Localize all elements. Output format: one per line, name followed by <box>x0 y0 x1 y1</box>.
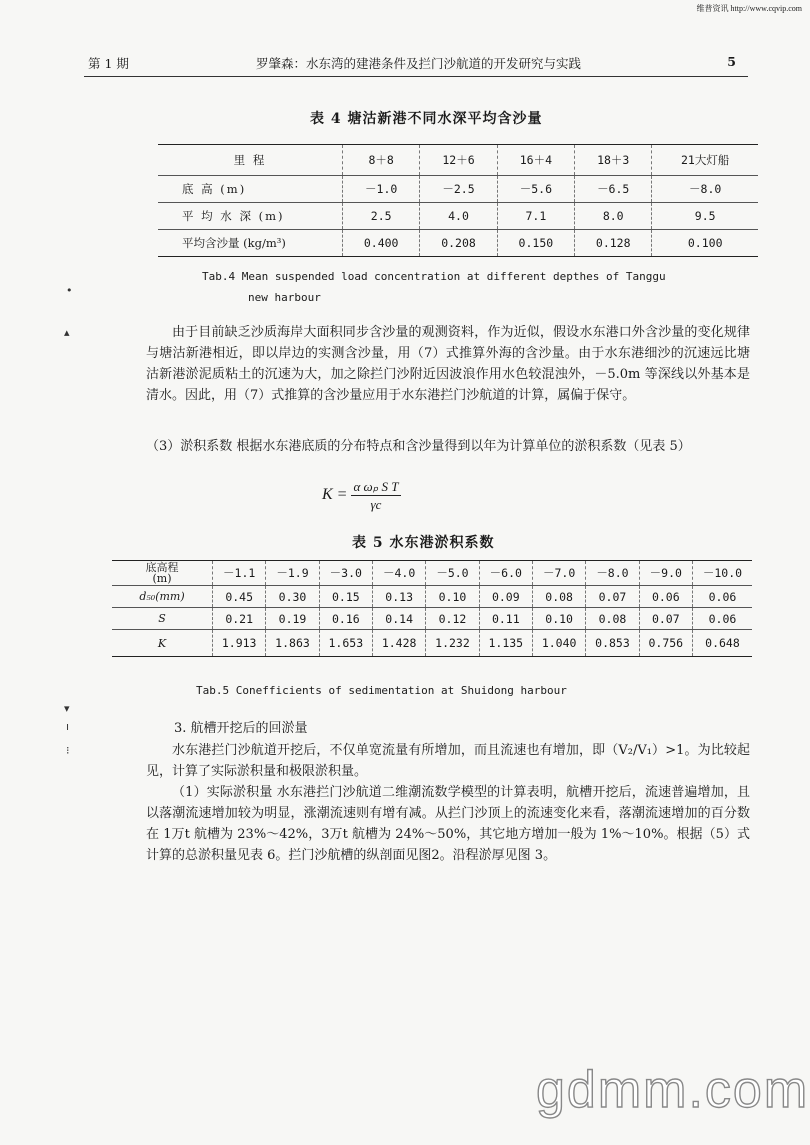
table-cell: 0.13 <box>372 586 425 608</box>
table-cell: 0.11 <box>479 608 532 630</box>
formula-numerator: α ωₚ S T <box>353 479 399 494</box>
table5-caption: 表 5 水东港淤积系数 <box>352 535 495 551</box>
table-row <box>112 608 752 630</box>
table-cell: 2.5 <box>343 203 420 230</box>
table-cell: 0.756 <box>639 630 692 657</box>
table-cell: 0.45 <box>213 586 266 608</box>
table-row <box>158 145 758 176</box>
table5-col-header: －8.0 <box>586 561 639 586</box>
formula-fraction <box>351 478 400 513</box>
table5-en-caption: Tab.5 Conefficients of sedimentation at Shuidong harbour <box>196 684 567 697</box>
table-cell: 0.100 <box>652 230 758 257</box>
table-cell: 0.12 <box>426 608 479 630</box>
table-cell: 0.07 <box>639 608 692 630</box>
table-cell: 1.913 <box>213 630 266 657</box>
paragraph: （1）实际淤积量 水东港拦门沙航道二维潮流数学模型的计算表明，航槽开挖后，流速普遍增加，且以落潮流速增加较为明显，涨潮流速则有增有减。从拦门沙顶上的流速变化来看，落潮流速增加的百分数在 1万t 航槽为 23%～42%，3万t 航槽为 24%～50%，其它地方增加一般为 1%～10%。根据（5）式计算的总淤积量见表 6。拦门沙航槽的纵剖面见图2。沿程淤厚见图 3。 <box>146 785 750 863</box>
formula-lhs: K = <box>322 486 348 504</box>
table5-col-header: －5.0 <box>426 561 479 586</box>
table-cell: 0.08 <box>532 586 585 608</box>
table-row <box>112 630 752 657</box>
scan-mark: ⁝ <box>66 744 70 757</box>
table5-col-header: －7.0 <box>532 561 585 586</box>
table-cell: 0.19 <box>266 608 319 630</box>
table5-header-label <box>112 561 213 586</box>
table-cell: 4.0 <box>420 203 497 230</box>
table-cell: 0.150 <box>497 230 574 257</box>
table-row <box>158 230 758 257</box>
table5-col-header: －4.0 <box>372 561 425 586</box>
paragraph: 水东港拦门沙航道开挖后，不仅单宽流量有所增加，而且流速也有增加，即（V₂/V₁）>1。为比较起见，计算了实际淤积量和极限淤积量。 <box>146 743 750 779</box>
row-label: K <box>112 630 213 657</box>
row-label: S <box>112 608 213 630</box>
table-cell: 0.15 <box>319 586 372 608</box>
table5-col-header: －9.0 <box>639 561 692 586</box>
header-label-line: 底高程 <box>145 561 179 574</box>
table-cell: 1.863 <box>266 630 319 657</box>
table-cell: 0.10 <box>426 586 479 608</box>
table-cell: 0.06 <box>692 608 752 630</box>
paragraph: （3）淤积系数 根据水东港底质的分布特点和含沙量得到以年为计算单位的淤积系数（见表 5） <box>146 439 691 454</box>
row-label: 底 高 (m) <box>158 176 343 203</box>
scan-mark: • <box>66 284 73 297</box>
table4 <box>158 144 758 257</box>
table-row <box>112 561 752 586</box>
table5-col-header: －1.1 <box>213 561 266 586</box>
table5-col-header: －10.0 <box>692 561 752 586</box>
table-cell: －1.0 <box>343 176 420 203</box>
table-cell: 9.5 <box>652 203 758 230</box>
scan-mark: ▴ <box>64 326 70 339</box>
table-cell: 1.653 <box>319 630 372 657</box>
scan-mark: ▾ <box>64 702 70 715</box>
table-cell: 0.400 <box>343 230 420 257</box>
table-row <box>158 176 758 203</box>
table-cell: 0.08 <box>586 608 639 630</box>
table4-en-caption-cont: new harbour <box>248 291 321 304</box>
page-number: 5 <box>727 54 736 69</box>
row-label: 平均含沙量 (kg/m³) <box>158 230 343 257</box>
sedimentation-formula <box>322 478 401 513</box>
table-cell: 0.208 <box>420 230 497 257</box>
site-watermark-logo: gdmm.com <box>536 1061 810 1119</box>
paragraph: 由于目前缺乏沙质海岸大面积同步含沙量的观测资料，作为近似，假设水东港口外含沙量的变化规律与塘沽新港相近，即以岸边的实测含沙量，用（7）式推算外海的含沙量。由于水东港细沙的沉速远比塘沽新港淤泥质粘土的沉速为大，加之除拦门沙附近因波浪作用水色较混浊外，－5.0m 等深线以外基本是清水。因此，用（7）式推算的含沙量应用于水东港拦门沙航道的计算，属偏于保守。 <box>146 325 750 403</box>
table4-col-header: 21大灯船 <box>652 145 758 176</box>
table-cell: 0.128 <box>575 230 652 257</box>
row-label: d₅₀(mm) <box>112 586 213 608</box>
table-cell: 0.14 <box>372 608 425 630</box>
table4-header-label: 里 程 <box>158 145 343 176</box>
table-row <box>112 586 752 608</box>
table-cell: 1.040 <box>532 630 585 657</box>
table-cell: 7.1 <box>497 203 574 230</box>
table-cell: －5.6 <box>497 176 574 203</box>
table5-col-header: －6.0 <box>479 561 532 586</box>
table-cell: 0.09 <box>479 586 532 608</box>
table-cell: 8.0 <box>575 203 652 230</box>
table5-col-header: －1.9 <box>266 561 319 586</box>
table-cell: －2.5 <box>420 176 497 203</box>
table4-col-header: 8＋8 <box>343 145 420 176</box>
table-cell: 0.648 <box>692 630 752 657</box>
table-cell: 0.21 <box>213 608 266 630</box>
table-cell: 0.06 <box>692 586 752 608</box>
header-label-line: (m) <box>152 572 172 585</box>
table-cell: 1.232 <box>426 630 479 657</box>
table-cell: －6.5 <box>575 176 652 203</box>
table4-col-header: 18＋3 <box>575 145 652 176</box>
table-cell: 0.10 <box>532 608 585 630</box>
table-cell: 0.30 <box>266 586 319 608</box>
table-cell: －8.0 <box>652 176 758 203</box>
table-cell: 0.07 <box>586 586 639 608</box>
table4-col-header: 12＋6 <box>420 145 497 176</box>
header-rule <box>84 76 748 77</box>
table-cell: 0.06 <box>639 586 692 608</box>
issue-number: 第 1 期 <box>88 56 129 71</box>
source-watermark: 维普资讯 http://www.cqvip.com <box>696 4 802 13</box>
table4-caption: 表 4 塘沽新港不同水深平均含沙量 <box>310 111 543 127</box>
table-cell: 1.428 <box>372 630 425 657</box>
table-row <box>158 203 758 230</box>
table-cell: 1.135 <box>479 630 532 657</box>
running-title: 罗肇森：水东湾的建港条件及拦门沙航道的开发研究与实践 <box>256 56 582 71</box>
scan-mark: ı <box>66 720 70 733</box>
table5 <box>112 560 752 657</box>
table4-col-header: 16＋4 <box>497 145 574 176</box>
table4-en-caption: Tab.4 Mean suspended load concentration at different depthes of Tanggu <box>202 270 666 283</box>
formula-denominator: γc <box>370 497 382 512</box>
section-heading: 3. 航槽开挖后的回淤量 <box>174 721 308 736</box>
row-label: 平 均 水 深 (m) <box>158 203 343 230</box>
table-cell: 0.853 <box>586 630 639 657</box>
table5-col-header: －3.0 <box>319 561 372 586</box>
table-cell: 0.16 <box>319 608 372 630</box>
